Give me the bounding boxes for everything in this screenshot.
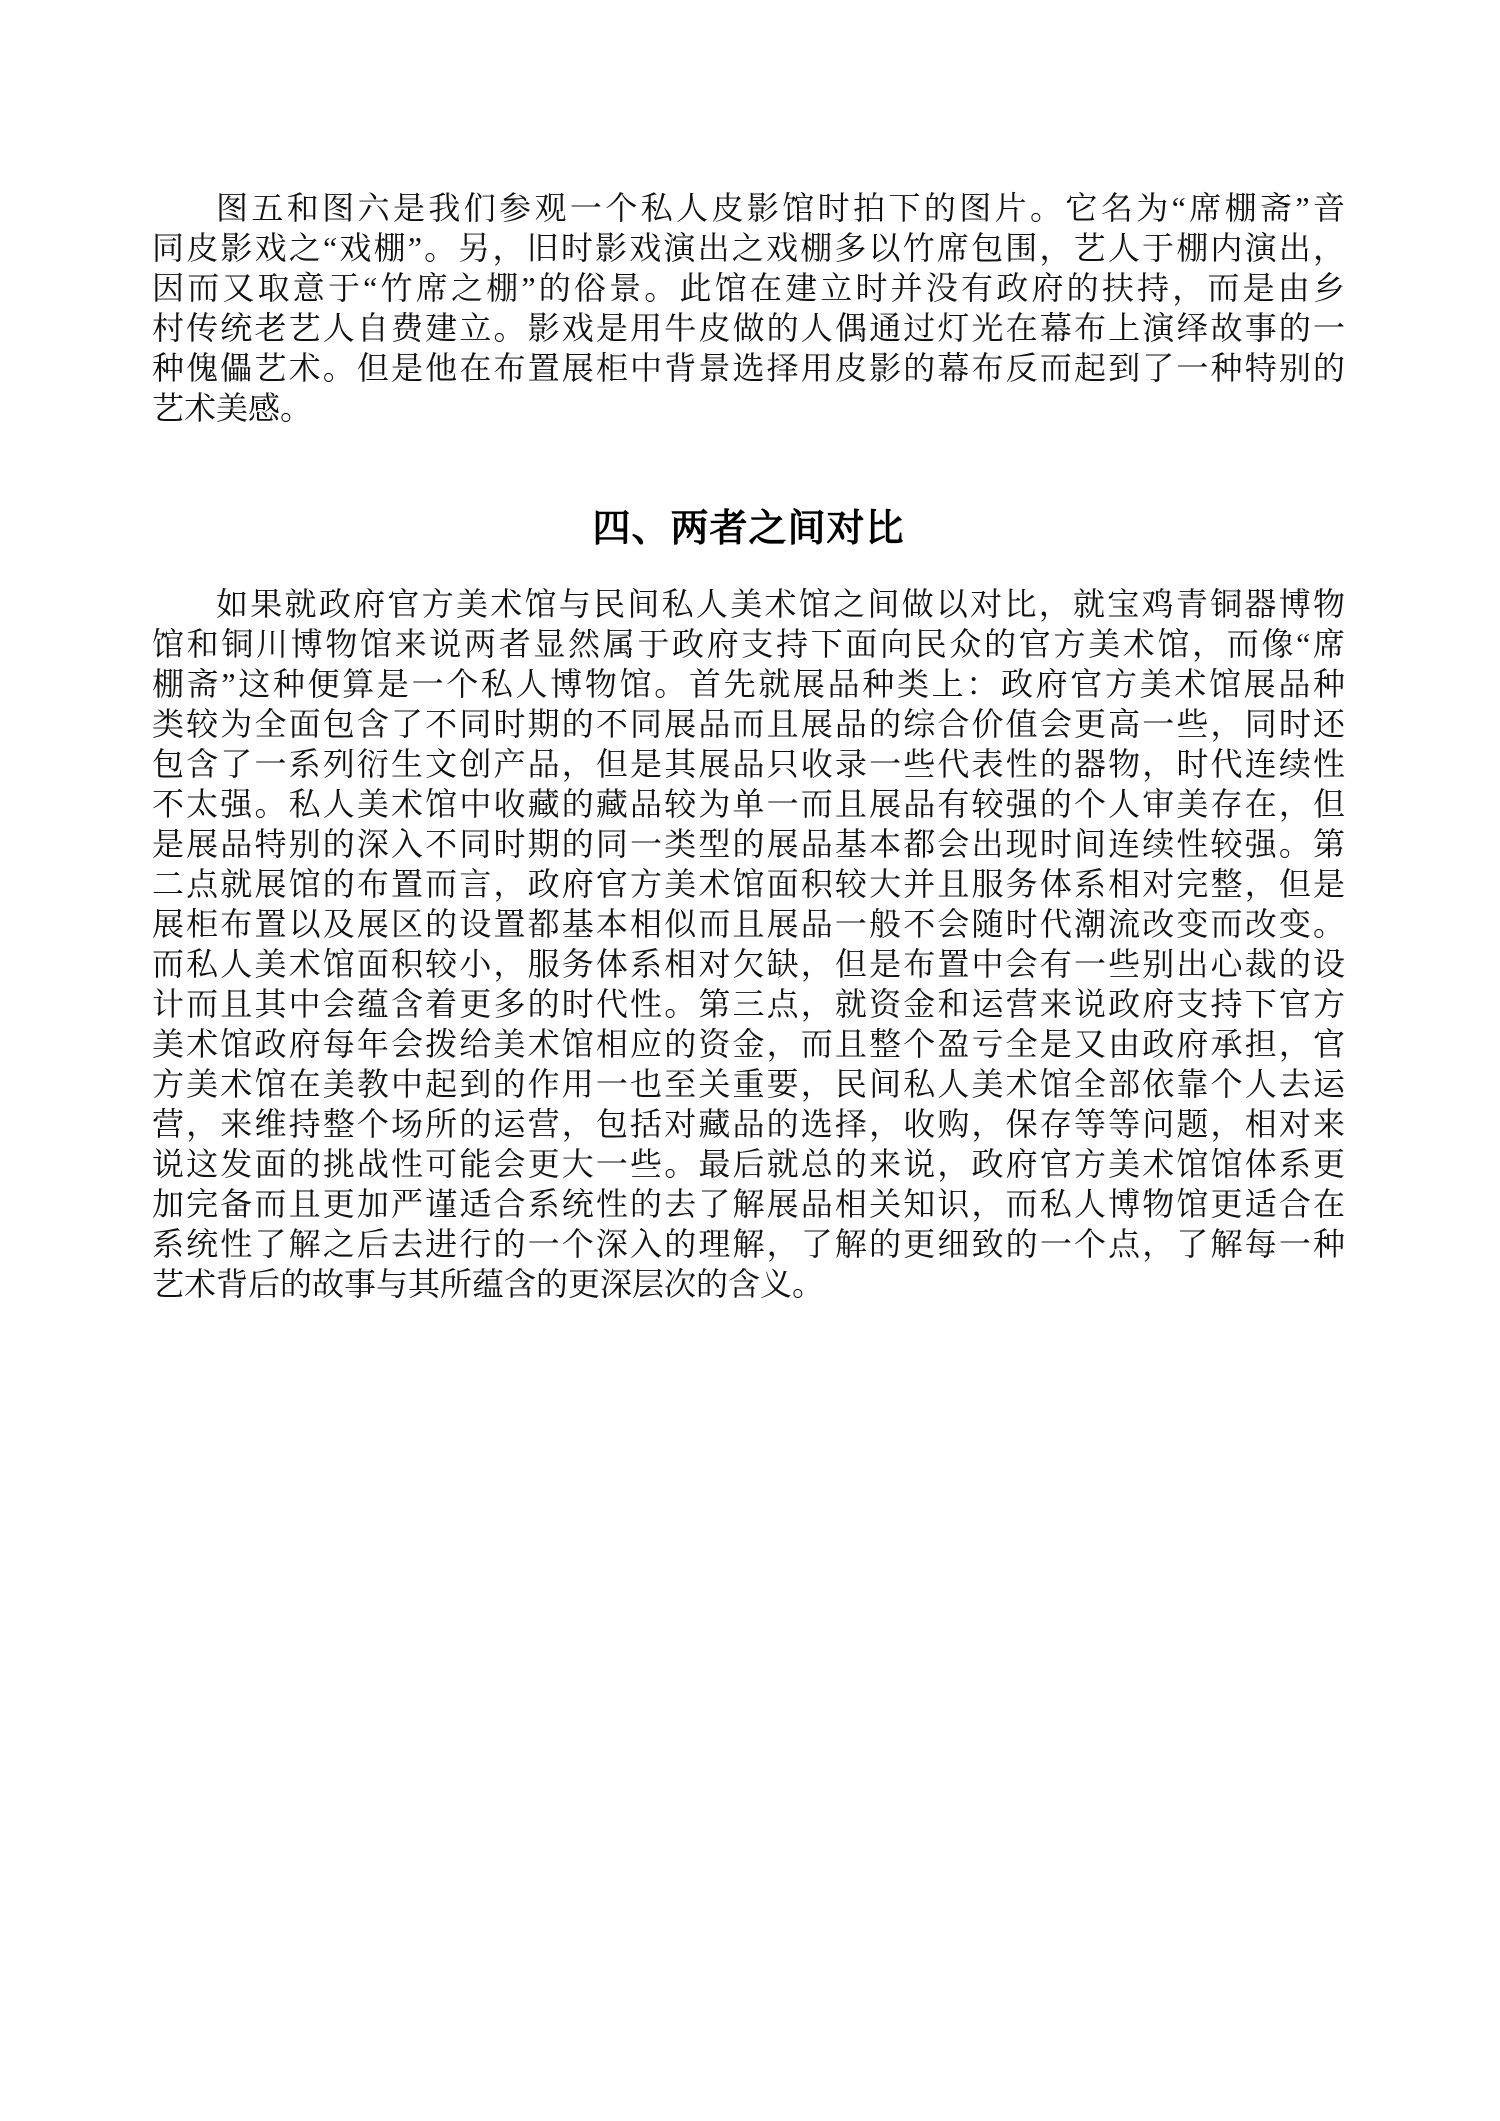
paragraph-line: 营，来维持整个场所的运营，包括对藏品的选择，收购，保存等等问题，相对来 — [152, 1106, 1345, 1142]
paragraph-line: 美术馆政府每年会拨给美术馆相应的资金，而且整个盈亏全是又由政府承担，官 — [152, 1026, 1345, 1062]
paragraph-line: 方美术馆在美教中起到的作用一也至关重要，民间私人美术馆全部依靠个人去运 — [152, 1066, 1345, 1102]
paragraph-line: 二点就展馆的布置而言，政府官方美术馆面积较大并且服务体系相对完整，但是 — [152, 866, 1345, 902]
paragraph-line: 不太强。私人美术馆中收藏的藏品较为单一而且展品有较强的个人审美存在，但 — [152, 786, 1345, 822]
paragraph-line: 包含了一系列衍生文创产品，但是其展品只收录一些代表性的器物，时代连续性 — [152, 746, 1345, 782]
paragraph-line: 图五和图六是我们参观一个私人皮影馆时拍下的图片。它名为“席棚斋”音 — [216, 190, 1345, 226]
paragraph-line: 类较为全面包含了不同时期的不同展品而且展品的综合价值会更高一些，同时还 — [152, 706, 1345, 742]
paragraph-line: 是展品特别的深入不同时期的同一类型的展品基本都会出现时间连续性较强。第 — [152, 826, 1345, 862]
paragraph-line: 加完备而且更加严谨适合系统性的去了解展品相关知识，而私人博物馆更适合在 — [152, 1186, 1345, 1222]
paragraph-line: 计而且其中会蕴含着更多的时代性。第三点，就资金和运营来说政府支持下官方 — [152, 986, 1345, 1022]
paragraph-line: 艺术背后的故事与其所蕴含的更深层次的含义。 — [152, 1266, 825, 1302]
paragraph-line: 展柜布置以及展区的设置都基本相似而且展品一般不会随时代潮流改变而改变。 — [152, 906, 1345, 942]
paragraph-line: 艺术美感。 — [152, 390, 313, 426]
paragraph-line: 馆和铜川博物馆来说两者显然属于政府支持下面向民众的官方美术馆，而像“席 — [152, 626, 1345, 662]
body-paragraph-2 — [152, 584, 1345, 1304]
paragraph-line: 而私人美术馆面积较小，服务体系相对欠缺，但是布置中会有一些别出心裁的设 — [152, 946, 1345, 982]
paragraph-line: 系统性了解之后去进行的一个深入的理解，了解的更细致的一个点，了解每一种 — [152, 1226, 1345, 1262]
paragraph-line: 村传统老艺人自费建立。影戏是用牛皮做的人偶通过灯光在幕布上演绎故事的一 — [152, 310, 1345, 346]
paragraph-line: 如果就政府官方美术馆与民间私人美术馆之间做以对比，就宝鸡青铜器博物 — [216, 586, 1345, 622]
paragraph-line: 棚斋”这种便算是一个私人博物馆。首先就展品种类上：政府官方美术馆展品种 — [152, 666, 1345, 702]
paragraph-line: 说这发面的挑战性可能会更大一些。最后就总的来说，政府官方美术馆馆体系更 — [152, 1146, 1345, 1182]
paragraph-line: 因而又取意于“竹席之棚”的俗景。此馆在建立时并没有政府的扶持，而是由乡 — [152, 270, 1345, 306]
body-paragraph-1 — [152, 188, 1345, 428]
section-heading: 四、两者之间对比 — [592, 508, 905, 550]
paragraph-line: 同皮影戏之“戏棚”。另，旧时影戏演出之戏棚多以竹席包围，艺人于棚内演出， — [152, 230, 1345, 266]
paragraph-line: 种傀儡艺术。但是他在布置展柜中背景选择用皮影的幕布反而起到了一种特别的 — [152, 350, 1345, 386]
